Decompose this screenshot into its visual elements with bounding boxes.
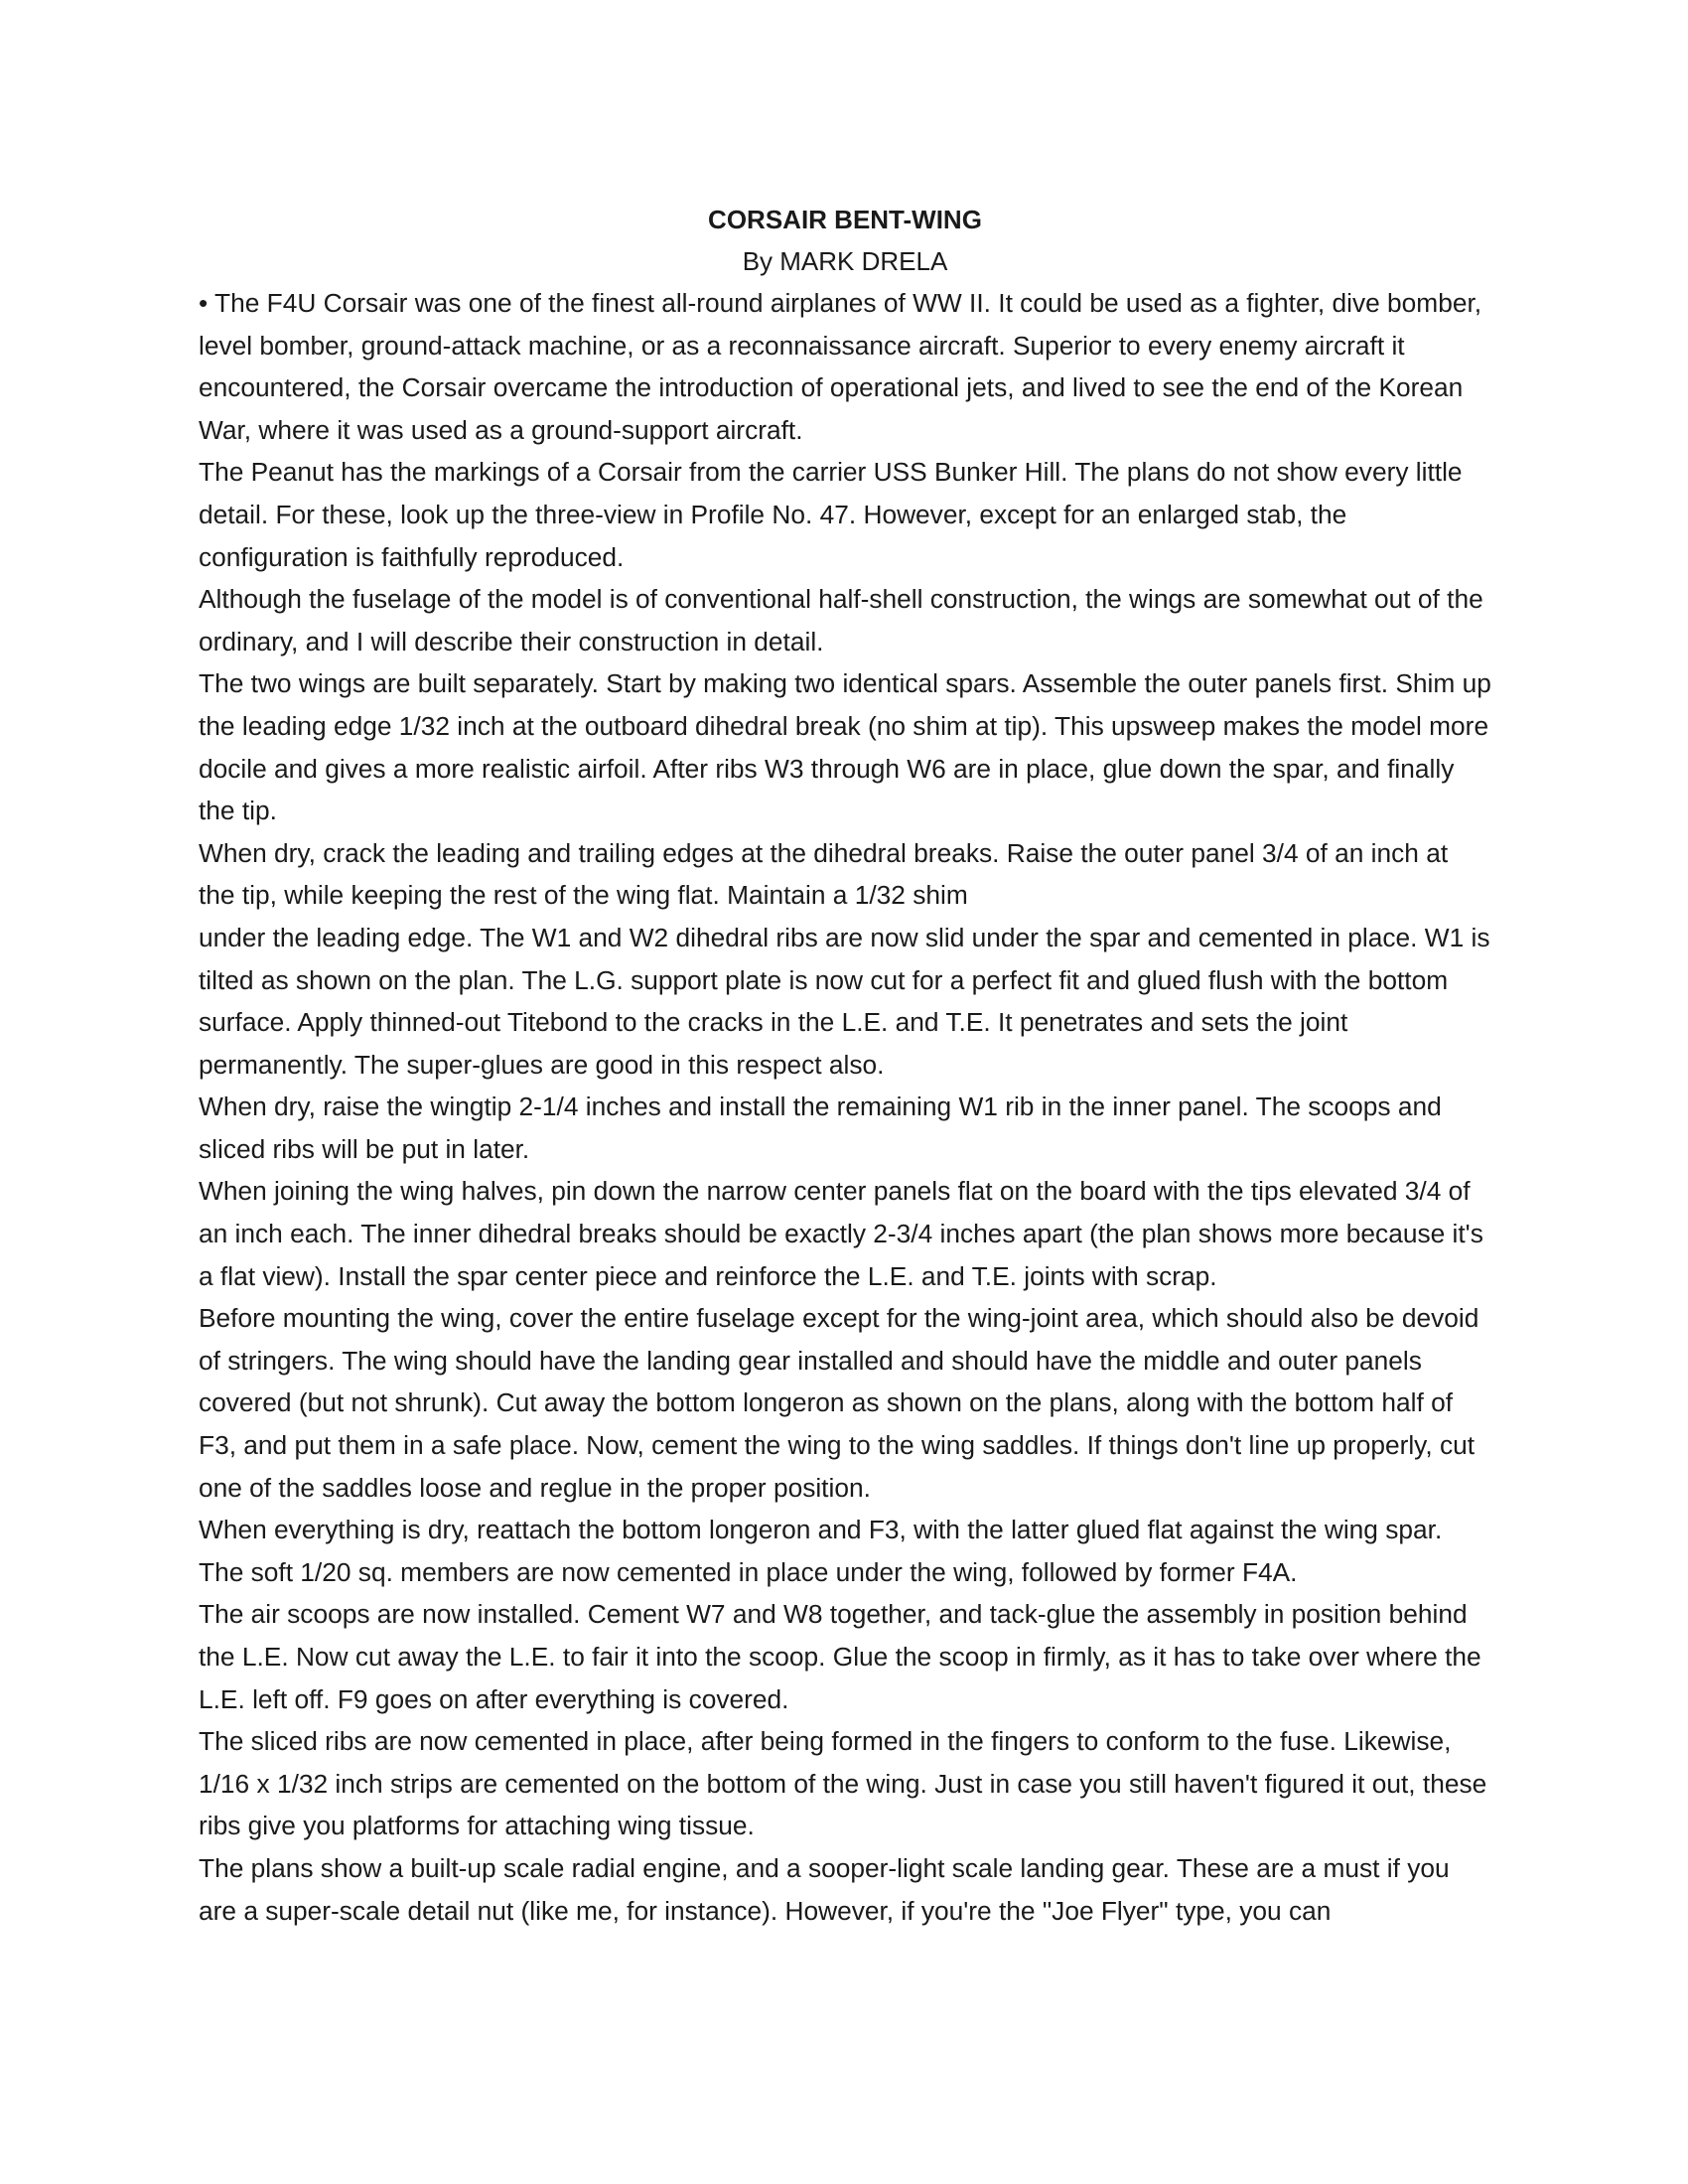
paragraph: Although the fuselage of the model is of conventional half-shell construction, the wings are somewhat out of the ordinary, and I will describe their construction in detail. bbox=[199, 584, 1483, 656]
paragraph: The Peanut has the markings of a Corsair from the carrier USS Bunker Hill. The plans do not show every little detail. For these, look up the three-view in Profile No. 47. However, except for an enlarged stab, the configuration is faithfully reproduced. bbox=[199, 457, 1463, 572]
paragraph: Before mounting the wing, cover the entire fuselage except for the wing-joint area, which should also be devoid of stringers. The wing should have the landing gear installed and should have the middle and outer panels covered (but not shrunk). Cut away the bottom longeron as shown on the plans, along with the bottom half of F3, and put them in a safe place. Now, cement the wing to the wing saddles. If things don't line up properly, cut one of the saddles loose and reglue in the proper position. bbox=[199, 1303, 1479, 1503]
document-byline: By MARK DRELA bbox=[742, 246, 948, 276]
paragraph: When joining the wing halves, pin down the narrow center panels flat on the board with the tips elevated 3/4 of an inch each. The inner dihedral breaks should be exactly 2-3/4 inches apart (the plan shows more because it's a flat view). Install the spar center piece and reinforce the L.E. and T.E. joints with scrap. bbox=[199, 1176, 1483, 1291]
paragraph: The plans show a built-up scale radial engine, and a sooper-light scale landing gear. These are a must if you are a super-scale detail nut (like me, for instance). However, if you're the "Joe Flyer" type, you can bbox=[199, 1852, 1450, 1926]
paragraph: The two wings are built separately. Start by making two identical spars. Assemble the outer panels first. Shim up the leading edge 1/32 inch at the outboard dihedral break (no shim at tip). This upsweep makes the model more docile and gives a more realistic airfoil. After ribs W3 through W6 are in place, glue down the spar, and finally the tip. bbox=[199, 668, 1491, 826]
paragraph: • The F4U Corsair was one of the finest all-round airplanes of WW II. It could be used as a fighter, dive bomber, level bomber, ground-attack machine, or as a reconnaissance aircraft. Superior to every enemy aircraft it encountered, the Corsair overcame the introduction of operational jets, and lived to see the end of the Korean War, where it was used as a ground-support aircraft. bbox=[199, 288, 1482, 445]
paragraph: under the leading edge. The W1 and W2 dihedral ribs are now slid under the spar and cemented in place. W1 is tilted as shown on the plan. The L.G. support plate is now cut for a perfect fit and glued flush with the bottom surface. Apply thinned-out Titebond to the cracks in the L.E. and T.E. It penetrates and sets the joint permanently. The super-glues are good in this respect also. bbox=[199, 922, 1490, 1080]
document-title: CORSAIR BENT-WING bbox=[708, 205, 982, 234]
document-page bbox=[199, 199, 1491, 1932]
paragraph: The sliced ribs are now cemented in place, after being formed in the fingers to conform to the fuse. Likewise, 1/16 x 1/32 inch strips are cemented on the bottom of the wing. Just in case you still haven't figured it out, these ribs give you platforms for attaching wing tissue. bbox=[199, 1726, 1487, 1841]
paragraph: When dry, crack the leading and trailing edges at the dihedral breaks. Raise the outer panel 3/4 of an inch at the tip, while keeping the rest of the wing flat. Maintain a 1/32 shim bbox=[199, 837, 1449, 911]
article-body bbox=[199, 282, 1491, 1932]
paragraph: When dry, raise the wingtip 2-1/4 inches and install the remaining W1 rib in the inner panel. The scoops and sliced ribs will be put in later. bbox=[199, 1092, 1442, 1164]
paragraph: The air scoops are now installed. Cement W7 and W8 together, and tack-glue the assembly in position behind the L.E. Now cut away the L.E. to fair it into the scoop. Glue the scoop in firmly, as it has to take over where the L.E. left off. F9 goes on after everything is covered. bbox=[199, 1599, 1481, 1714]
paragraph: When everything is dry, reattach the bottom longeron and F3, with the latter glued flat against the wing spar. The soft 1/20 sq. members are now cemented in place under the wing, followed by former F4A. bbox=[199, 1515, 1443, 1587]
